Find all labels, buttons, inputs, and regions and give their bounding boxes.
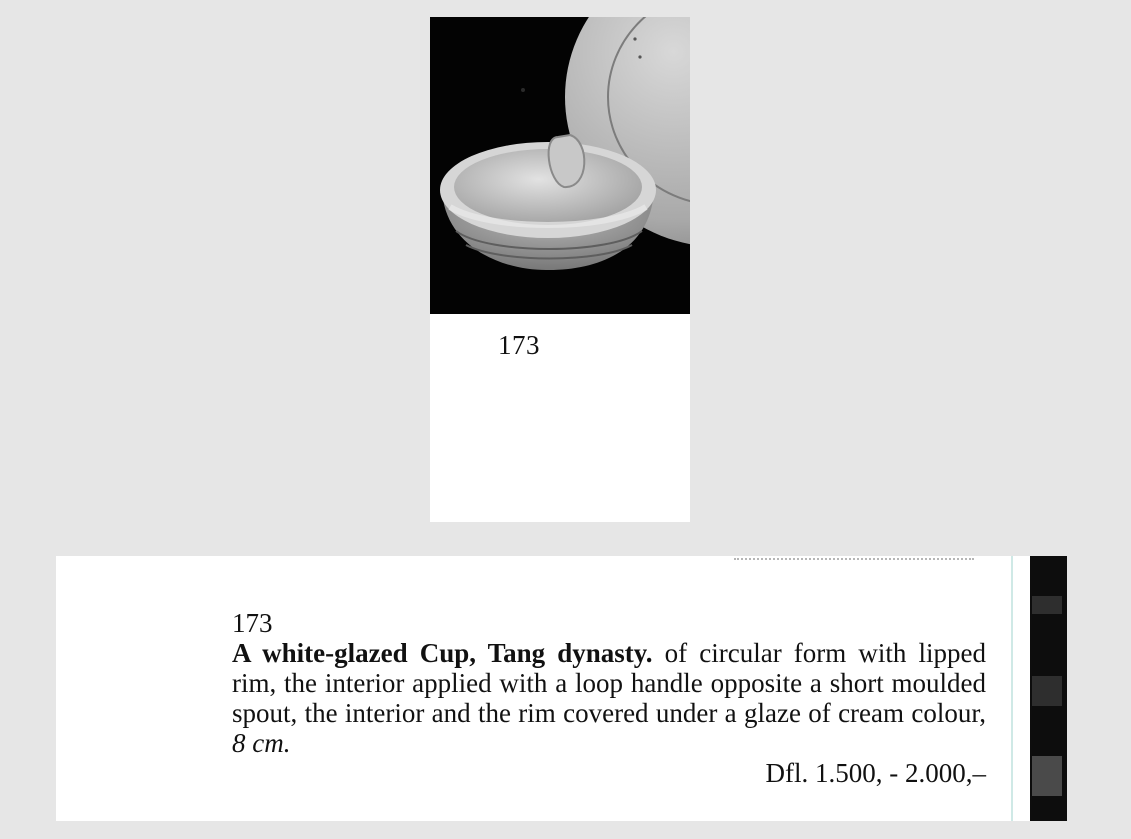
catalogue-photo-page [430,17,690,522]
cut-off-text-line [734,556,974,560]
lot-number: 173 [232,608,273,638]
cup-photograph [430,17,690,314]
catalogue-text-page [56,556,1067,821]
lot-estimate: Dfl. 1.500, - 2.000,– [765,758,986,788]
lot-description-block [232,638,986,758]
lot-title: A white-glazed Cup, Tang dynasty. [232,638,653,668]
page-edge [1011,556,1013,821]
lot-entry [232,608,986,788]
cup-photo-illustration [430,17,690,314]
adjacent-page-strip [1030,556,1067,821]
lot-size: 8 cm. [232,728,291,758]
cup-interior [454,149,642,225]
lot-description: of circular form with lipped rim, the interior applied with a loop handle opposite a short moulded spout, the interior and the rim covered under a glaze of cream colour, [232,638,986,728]
photo-lot-number: 173 [498,330,540,360]
